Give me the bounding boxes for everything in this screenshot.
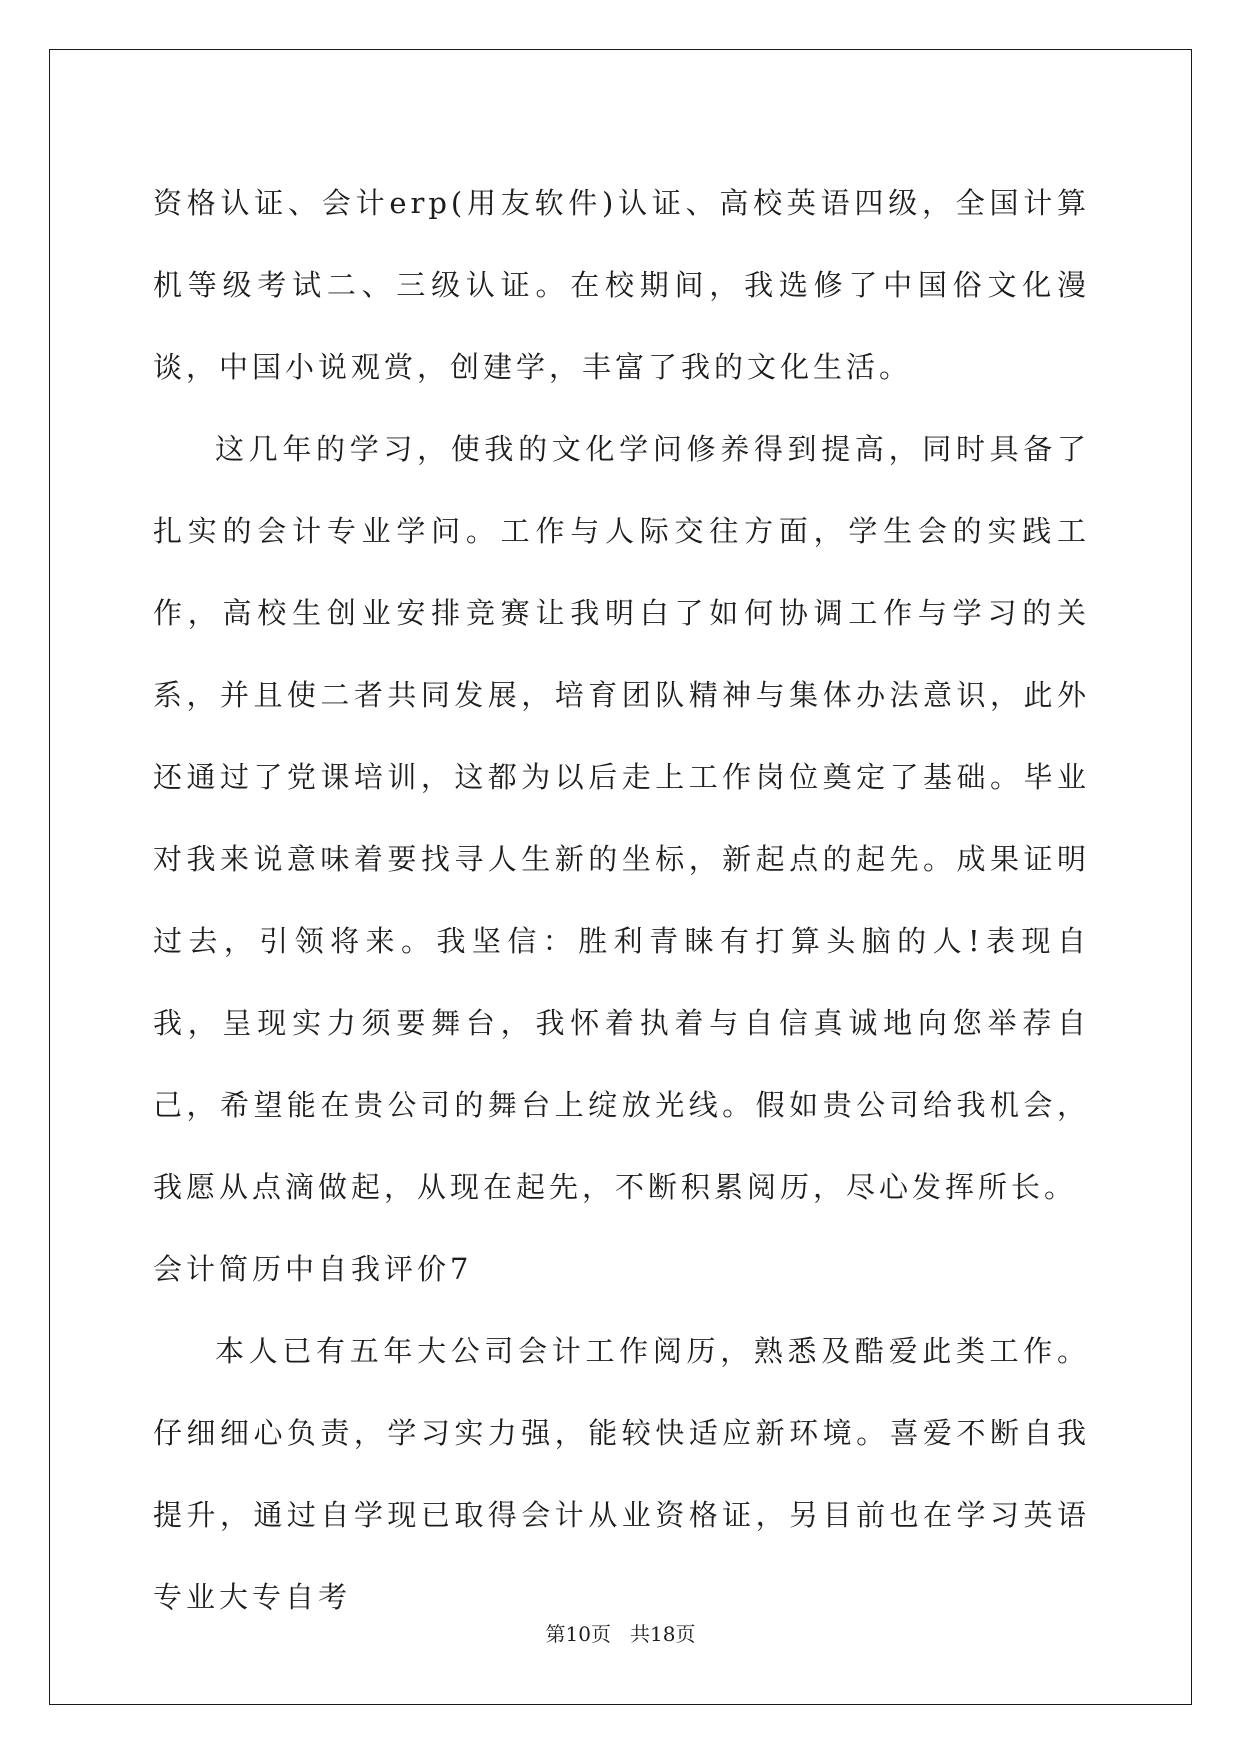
page-number: 第10页 (545, 1622, 611, 1646)
paragraph-self-evaluation: 本人已有五年大公司会计工作阅历，熟悉及酷爱此类工作。仔细细心负责，学习实力强，能较快适应新环境。喜爱不断自我提升，通过自学现已取得会计从业资格证，另目前也在学习英语专业大专自考 (153, 1334, 1090, 1614)
section-heading: 会计简历中自我评价7 (153, 1252, 473, 1286)
page-total: 共18页 (630, 1622, 696, 1646)
paragraph-study-summary: 这几年的学习，使我的文化学问修养得到提高，同时具备了扎实的会计专业学问。工作与人际交往方面，学生会的实践工作，高校生创业安排竞赛让我明白了如何协调工作与学习的关系，并且使二者共同发展，培育团队精神与集体办法意识，此外还通过了党课培训，这都为以后走上工作岗位奠定了基础。毕业对我来说意味着要找寻人生新的坐标，新起点的起先。成果证明过去，引领将来。我坚信：胜利青睐有打算头脑的人!表现自我，呈现实力须要舞台，我怀着执着与自信真诚地向您举荐自己，希望能在贵公司的舞台上绽放光线。假如贵公司给我机会，我愿从点滴做起，从现在起先，不断积累阅历，尽心发挥所长。 (153, 432, 1090, 1204)
document-body (153, 162, 1090, 1638)
page-footer (0, 1618, 1241, 1647)
paragraph-continued: 资格认证、会计erp(用友软件)认证、高校英语四级，全国计算机等级考试二、三级认证。在校期间，我选修了中国俗文化漫谈，中国小说观赏，创建学，丰富了我的文化生活。 (153, 186, 1090, 384)
